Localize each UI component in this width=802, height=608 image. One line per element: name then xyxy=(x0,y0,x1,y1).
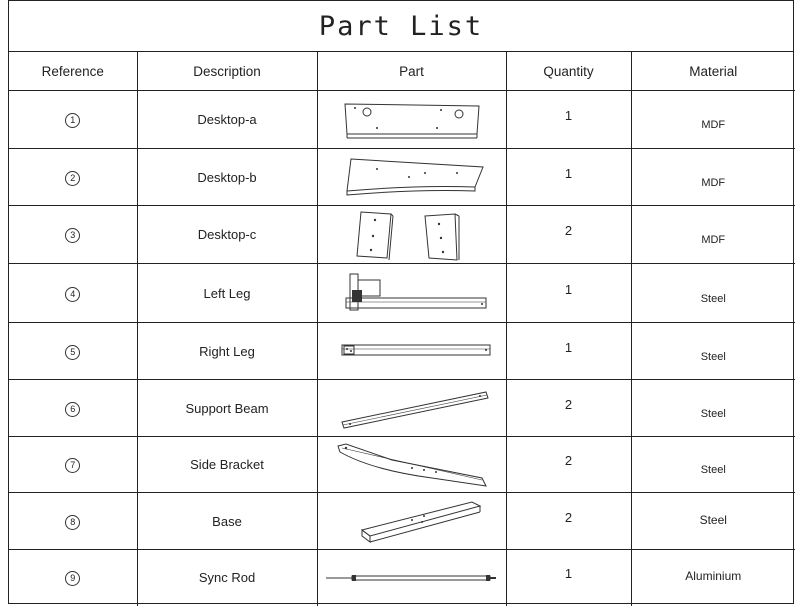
description-cell: Sync Rod xyxy=(137,550,317,606)
reference-number: 4 xyxy=(65,287,80,302)
description-cell: Desktop-a xyxy=(137,91,317,149)
quantity-value: 1 xyxy=(564,566,573,582)
part-cell xyxy=(317,149,506,206)
description-cell: Base xyxy=(137,493,317,550)
table-row xyxy=(9,550,795,606)
quantity-cell xyxy=(506,380,631,437)
reference-number: 6 xyxy=(65,402,80,417)
header-part: Part xyxy=(317,52,506,91)
part-cell xyxy=(317,91,506,149)
quantity-value: 1 xyxy=(564,165,573,181)
reference-number: 5 xyxy=(65,345,80,360)
support-beam-drawing-icon xyxy=(332,386,492,430)
page-title: Part List xyxy=(9,1,793,52)
reference-cell xyxy=(9,493,137,550)
part-cell xyxy=(317,206,506,264)
part-cell xyxy=(317,550,506,606)
part-list-table xyxy=(9,52,795,606)
reference-number: 3 xyxy=(65,228,80,243)
material-value: Steel xyxy=(700,292,726,305)
reference-cell xyxy=(9,149,137,206)
reference-cell xyxy=(9,206,137,264)
header-quantity: Quantity xyxy=(506,52,631,91)
part-cell xyxy=(317,264,506,323)
material-value: Steel xyxy=(700,350,726,363)
reference-cell xyxy=(9,91,137,149)
description-cell: Right Leg xyxy=(137,323,317,380)
material-cell xyxy=(631,323,795,380)
part-list-sheet xyxy=(8,0,794,604)
left-leg-drawing-icon xyxy=(332,268,492,318)
material-value: Steel xyxy=(700,464,726,476)
description-cell: Support Beam xyxy=(137,380,317,437)
quantity-cell xyxy=(506,550,631,606)
part-cell xyxy=(317,380,506,437)
quantity-value: 1 xyxy=(564,108,573,123)
description-cell: Left Leg xyxy=(137,264,317,323)
description-cell: Desktop-c xyxy=(137,206,317,264)
quantity-cell xyxy=(506,91,631,149)
material-cell xyxy=(631,380,795,437)
quantity-cell xyxy=(506,149,631,206)
quantity-value: 1 xyxy=(564,281,573,297)
material-cell xyxy=(631,206,795,264)
quantity-value: 2 xyxy=(564,223,573,238)
header-description: Description xyxy=(137,52,317,91)
material-value: Steel xyxy=(699,512,727,527)
material-value: MDF xyxy=(701,176,726,189)
table-row xyxy=(9,323,795,380)
description-cell: Side Bracket xyxy=(137,437,317,493)
quantity-cell xyxy=(506,437,631,493)
desktop-c-drawing-icon xyxy=(337,208,487,262)
right-leg-drawing-icon xyxy=(332,341,492,361)
reference-cell xyxy=(9,264,137,323)
quantity-value: 2 xyxy=(564,453,573,468)
reference-number: 1 xyxy=(65,113,80,128)
reference-cell xyxy=(9,380,137,437)
material-value: Steel xyxy=(700,407,726,420)
reference-cell xyxy=(9,437,137,493)
quantity-value: 2 xyxy=(564,396,573,412)
part-cell xyxy=(317,437,506,493)
material-cell xyxy=(631,264,795,323)
material-value: Aluminium xyxy=(685,569,742,584)
material-cell xyxy=(631,91,795,149)
desktop-b-drawing-icon xyxy=(337,155,487,199)
material-cell xyxy=(631,149,795,206)
table-row xyxy=(9,264,795,323)
quantity-value: 2 xyxy=(564,509,573,525)
part-cell xyxy=(317,493,506,550)
table-row xyxy=(9,149,795,206)
quantity-cell xyxy=(506,493,631,550)
desktop-a-drawing-icon xyxy=(337,98,487,142)
base-drawing-icon xyxy=(332,496,492,546)
material-cell xyxy=(631,493,795,550)
reference-number: 9 xyxy=(65,571,80,586)
material-value: MDF xyxy=(701,119,726,131)
description-cell: Desktop-b xyxy=(137,149,317,206)
quantity-cell xyxy=(506,206,631,264)
header-row xyxy=(9,52,795,91)
material-cell xyxy=(631,550,795,606)
reference-number: 2 xyxy=(65,171,80,186)
material-cell xyxy=(631,437,795,493)
material-value: MDF xyxy=(701,234,726,246)
table-row xyxy=(9,437,795,493)
table-row xyxy=(9,493,795,550)
table-row xyxy=(9,91,795,149)
side-bracket-drawing-icon xyxy=(332,440,492,490)
reference-number: 8 xyxy=(65,515,80,530)
table-row xyxy=(9,206,795,264)
sync-rod-drawing-icon xyxy=(322,568,502,588)
table-row xyxy=(9,380,795,437)
header-material: Material xyxy=(631,52,795,91)
reference-number: 7 xyxy=(65,458,80,473)
quantity-cell xyxy=(506,264,631,323)
quantity-cell xyxy=(506,323,631,380)
quantity-value: 1 xyxy=(564,339,573,355)
reference-cell xyxy=(9,323,137,380)
reference-cell xyxy=(9,550,137,606)
header-reference: Reference xyxy=(9,52,137,91)
part-cell xyxy=(317,323,506,380)
